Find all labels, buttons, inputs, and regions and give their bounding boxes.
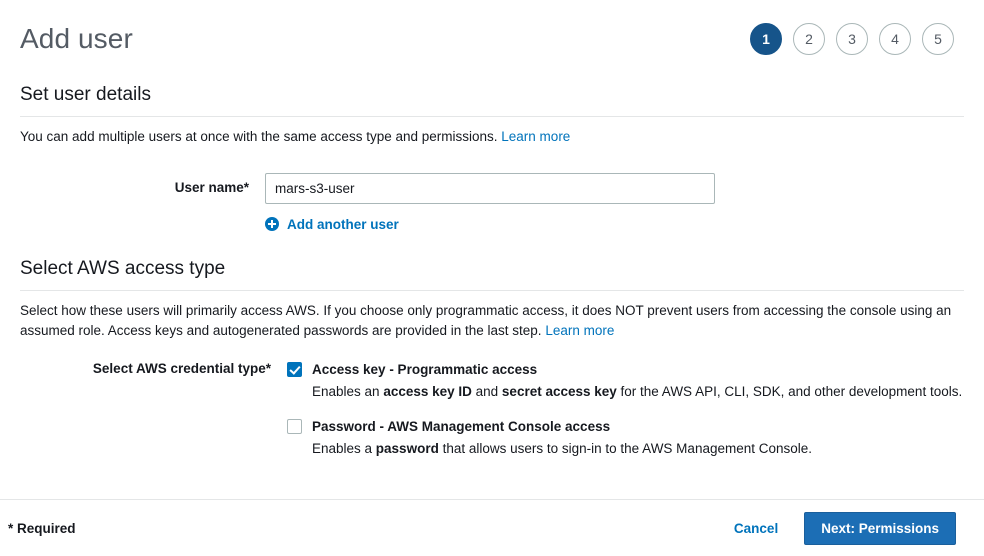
- user-details-heading: Set user details: [20, 84, 151, 105]
- access-key-title: Access key - Programmatic access: [312, 362, 538, 378]
- page-title: Add user: [20, 23, 133, 54]
- access-type-learn-more-link[interactable]: Learn more: [545, 322, 615, 338]
- password-text: [312, 417, 812, 458]
- next-permissions-button[interactable]: Next: Permissions: [804, 512, 956, 545]
- step-2[interactable]: 2: [793, 23, 825, 55]
- step-indicator: [750, 23, 954, 55]
- password-description: [312, 439, 812, 459]
- option-access-key: [287, 360, 964, 401]
- access-key-desc-3: for the AWS API, CLI, SDK, and other development tools.: [616, 383, 963, 399]
- username-input[interactable]: [265, 173, 715, 204]
- page-header: [0, 0, 984, 62]
- access-key-desc-bold-1: access key ID: [383, 383, 472, 399]
- password-desc-bold-1: password: [375, 440, 439, 456]
- password-checkbox[interactable]: [287, 419, 302, 434]
- access-key-text: [312, 360, 962, 401]
- section-divider-1: [20, 116, 964, 117]
- password-title: Password - AWS Management Console access: [312, 419, 611, 435]
- page-footer: [0, 499, 984, 556]
- access-key-desc-bold-2: secret access key: [501, 383, 617, 399]
- credential-type-options: [287, 360, 964, 474]
- page-content: [0, 84, 984, 474]
- access-type-description-text: Select how these users will primarily access AWS. If you choose only programmatic access, it does NOT prevent users from accessing the console using an assumed role. Access keys and autogenerated passwords are provided in the last step.: [20, 303, 952, 338]
- user-details-learn-more-link[interactable]: Learn more: [501, 129, 571, 144]
- access-key-checkbox[interactable]: [287, 362, 302, 377]
- cancel-button[interactable]: Cancel: [728, 520, 784, 537]
- required-note: * Required: [8, 520, 76, 536]
- user-details-description: [20, 127, 964, 147]
- step-3[interactable]: 3: [836, 23, 868, 55]
- password-desc-1: Enables a: [312, 440, 376, 456]
- add-another-user-button[interactable]: [265, 217, 399, 232]
- access-type-heading: Select AWS access type: [20, 258, 226, 280]
- add-another-user-label: Add another user: [287, 216, 399, 232]
- username-row: [20, 173, 964, 204]
- credential-type-label: Select AWS credential type*: [92, 361, 271, 377]
- credential-type-row: [20, 360, 964, 474]
- option-password: [287, 417, 964, 458]
- access-key-desc-1: Enables an: [312, 383, 384, 399]
- step-4[interactable]: 4: [879, 23, 911, 55]
- step-1[interactable]: 1: [750, 23, 782, 55]
- password-desc-2: that allows users to sign-in to the AWS Management Console.: [438, 440, 813, 456]
- user-details-description-text: You can add multiple users at once with the same access type and permissions.: [20, 129, 498, 144]
- access-key-desc-2: and: [471, 383, 502, 399]
- access-type-description: [20, 301, 964, 340]
- footer-actions: [728, 512, 956, 545]
- step-5[interactable]: 5: [922, 23, 954, 55]
- plus-circle-icon: [265, 217, 279, 231]
- access-key-description: [312, 382, 962, 402]
- section-divider-2: [20, 290, 964, 291]
- username-label: User name*: [174, 179, 249, 195]
